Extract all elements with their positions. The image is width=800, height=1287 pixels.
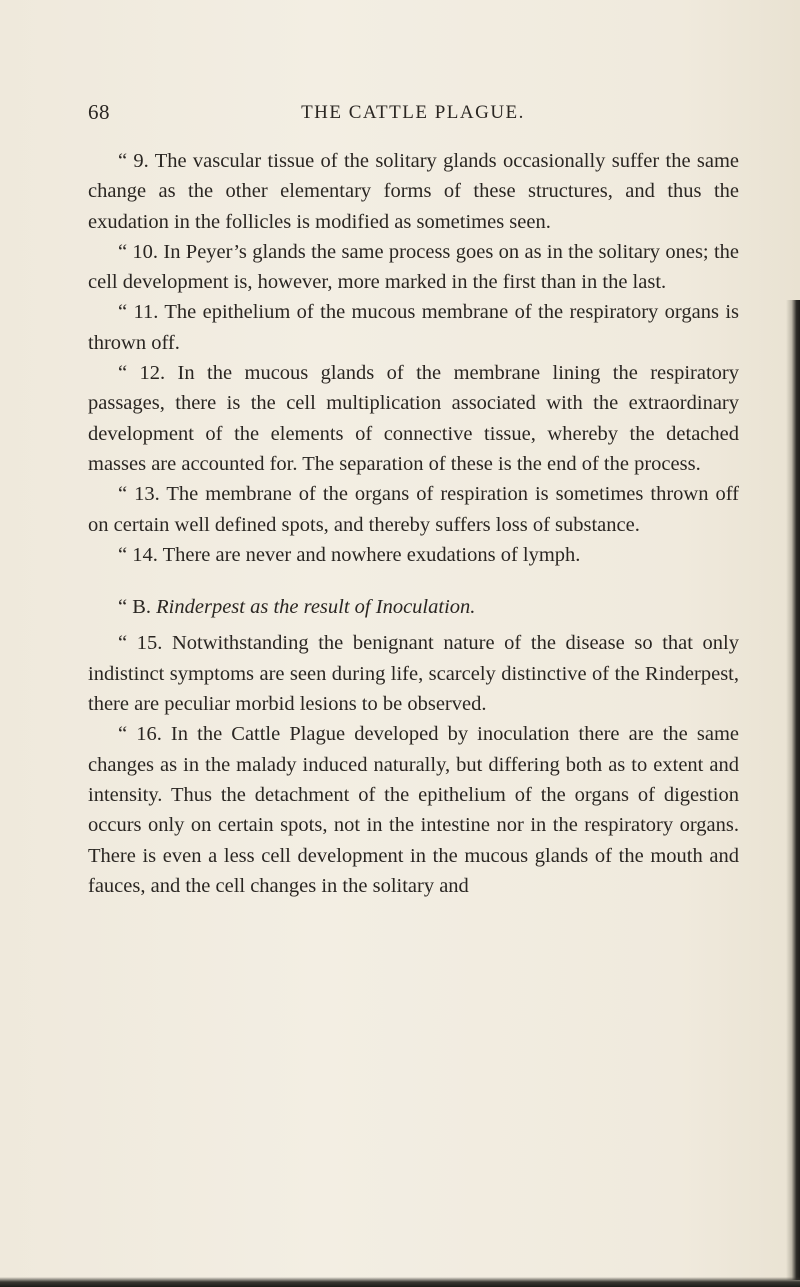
section-title: Rinderpest as the result of Inoculation. [156, 596, 476, 619]
paragraph-10: “ 10. In Peyer’s glands the same process goes on as in the solitary ones; the cell development is, however, more marked in the first than in the last. [88, 240, 739, 294]
section-heading [88, 592, 739, 622]
page-edge-shadow [786, 300, 800, 1280]
paragraph-14: “ 14. There are never and nowhere exudations of lymph. [118, 543, 581, 566]
page-number: 68 [88, 100, 110, 124]
paragraph-11: “ 11. The epithelium of the mucous membrane of the respiratory organs is thrown off. [88, 301, 739, 354]
section-label: “ B. [118, 596, 152, 619]
page-header [88, 100, 708, 130]
running-title: THE CATTLE PLAGUE. [301, 102, 525, 123]
paragraph-9: “ 9. The vascular tissue of the solitary glands occasionally suffer the same change as the other elementary forms of these structures, and thus the exudation in the follicles is modified as sometimes seen. [88, 150, 739, 233]
paragraph-16: “ 16. In the Cattle Plague developed by inoculation there are the same changes as in the malady induced naturally, but differing both as to extent and intensity. Thus the detachment of the epithelium of the organs of digestion occurs only on certain spots, not in the intestine nor in the respiratory organs. There is even a less cell development in the mucous glands of the mouth and fauces, and the cell changes in the solitary and [88, 723, 739, 897]
body-text [88, 146, 739, 901]
paragraph-13: “ 13. The membrane of the organs of respiration is sometimes thrown off on certain well defined spots, and thereby suffers loss of substance. [88, 483, 739, 536]
page-bottom-shadow [0, 1277, 800, 1287]
paragraph-12: “ 12. In the mucous glands of the membrane lining the respiratory passages, there is the cell multiplication associated with the extraordinary development of the elements of connective tissue, whereby the detached masses are accounted for. The separation of these is the end of the process. [88, 362, 739, 475]
paragraph-15: “ 15. Notwithstanding the benignant nature of the disease so that only indistinct symptoms are seen during life, scarcely distinctive of the Rinderpest, there are peculiar morbid lesions to be observed. [88, 632, 739, 716]
